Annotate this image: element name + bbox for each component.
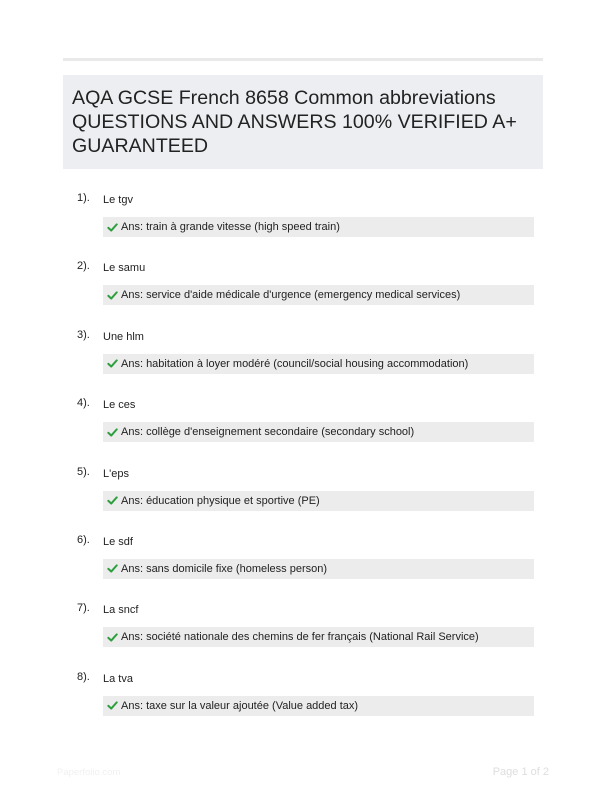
question-number: 8). bbox=[77, 670, 90, 683]
answer-text: Ans: taxe sur la valeur ajoutée (Value added tax) bbox=[121, 699, 359, 712]
top-divider bbox=[63, 58, 543, 61]
question-text: La tva bbox=[103, 672, 133, 685]
qa-item bbox=[0, 328, 606, 396]
question-number: 5). bbox=[77, 465, 90, 478]
answer-text: Ans: éducation physique et sportive (PE) bbox=[121, 494, 320, 507]
answer-text: Ans: société nationale des chemins de fer français (National Rail Service) bbox=[121, 631, 479, 644]
footer-watermark: Paperfolio.com bbox=[57, 767, 121, 778]
page-indicator: Page 1 of 2 bbox=[492, 766, 549, 778]
question-number: 2). bbox=[77, 260, 90, 273]
answer-text: Ans: service d'aide médicale d'urgence (emergency medical services) bbox=[121, 289, 461, 302]
title-box bbox=[63, 75, 543, 169]
qa-item bbox=[0, 670, 606, 738]
question-text: L'eps bbox=[103, 467, 129, 480]
qa-item bbox=[0, 465, 606, 533]
answer-box bbox=[103, 696, 534, 716]
answer-box bbox=[103, 285, 534, 305]
question-number: 6). bbox=[77, 533, 90, 546]
check-icon bbox=[107, 358, 118, 369]
question-text: La sncf bbox=[103, 604, 139, 617]
answer-box bbox=[103, 491, 534, 511]
question-number: 3). bbox=[77, 328, 90, 341]
qa-item bbox=[0, 533, 606, 601]
check-icon bbox=[107, 290, 118, 301]
question-text: Le tgv bbox=[103, 194, 133, 206]
answer-box bbox=[103, 559, 534, 579]
question-number: 1). bbox=[77, 192, 90, 204]
answer-text: Ans: habitation à loyer modéré (council/social housing accommodation) bbox=[121, 357, 469, 370]
question-text: Le sdf bbox=[103, 535, 133, 548]
question-text: Le ces bbox=[103, 399, 136, 412]
question-number: 4). bbox=[77, 397, 90, 410]
answer-text: Ans: sans domicile fixe (homeless person) bbox=[121, 562, 328, 575]
check-icon bbox=[107, 495, 118, 506]
qa-list bbox=[0, 191, 606, 738]
document-title: AQA GCSE French 8658 Common abbreviations QUESTIONS AND ANSWERS 100% VERIFIED A+ GUARANTEED bbox=[72, 87, 517, 157]
qa-item bbox=[0, 396, 606, 464]
answer-text: Ans: collège d'enseignement secondaire (secondary school) bbox=[121, 426, 415, 439]
qa-item bbox=[0, 601, 606, 669]
answer-text: Ans: train à grande vitesse (high speed train) bbox=[121, 221, 340, 233]
check-icon bbox=[107, 427, 118, 438]
check-icon bbox=[107, 222, 118, 233]
answer-box bbox=[103, 627, 534, 647]
question-number: 7). bbox=[77, 602, 90, 615]
answer-box bbox=[103, 217, 534, 237]
answer-box bbox=[103, 354, 534, 374]
check-icon bbox=[107, 632, 118, 643]
qa-item bbox=[0, 191, 606, 259]
check-icon bbox=[107, 700, 118, 711]
question-text: Une hlm bbox=[103, 330, 144, 343]
answer-box bbox=[103, 422, 534, 442]
check-icon bbox=[107, 563, 118, 574]
question-text: Le samu bbox=[103, 262, 146, 275]
qa-item bbox=[0, 259, 606, 327]
